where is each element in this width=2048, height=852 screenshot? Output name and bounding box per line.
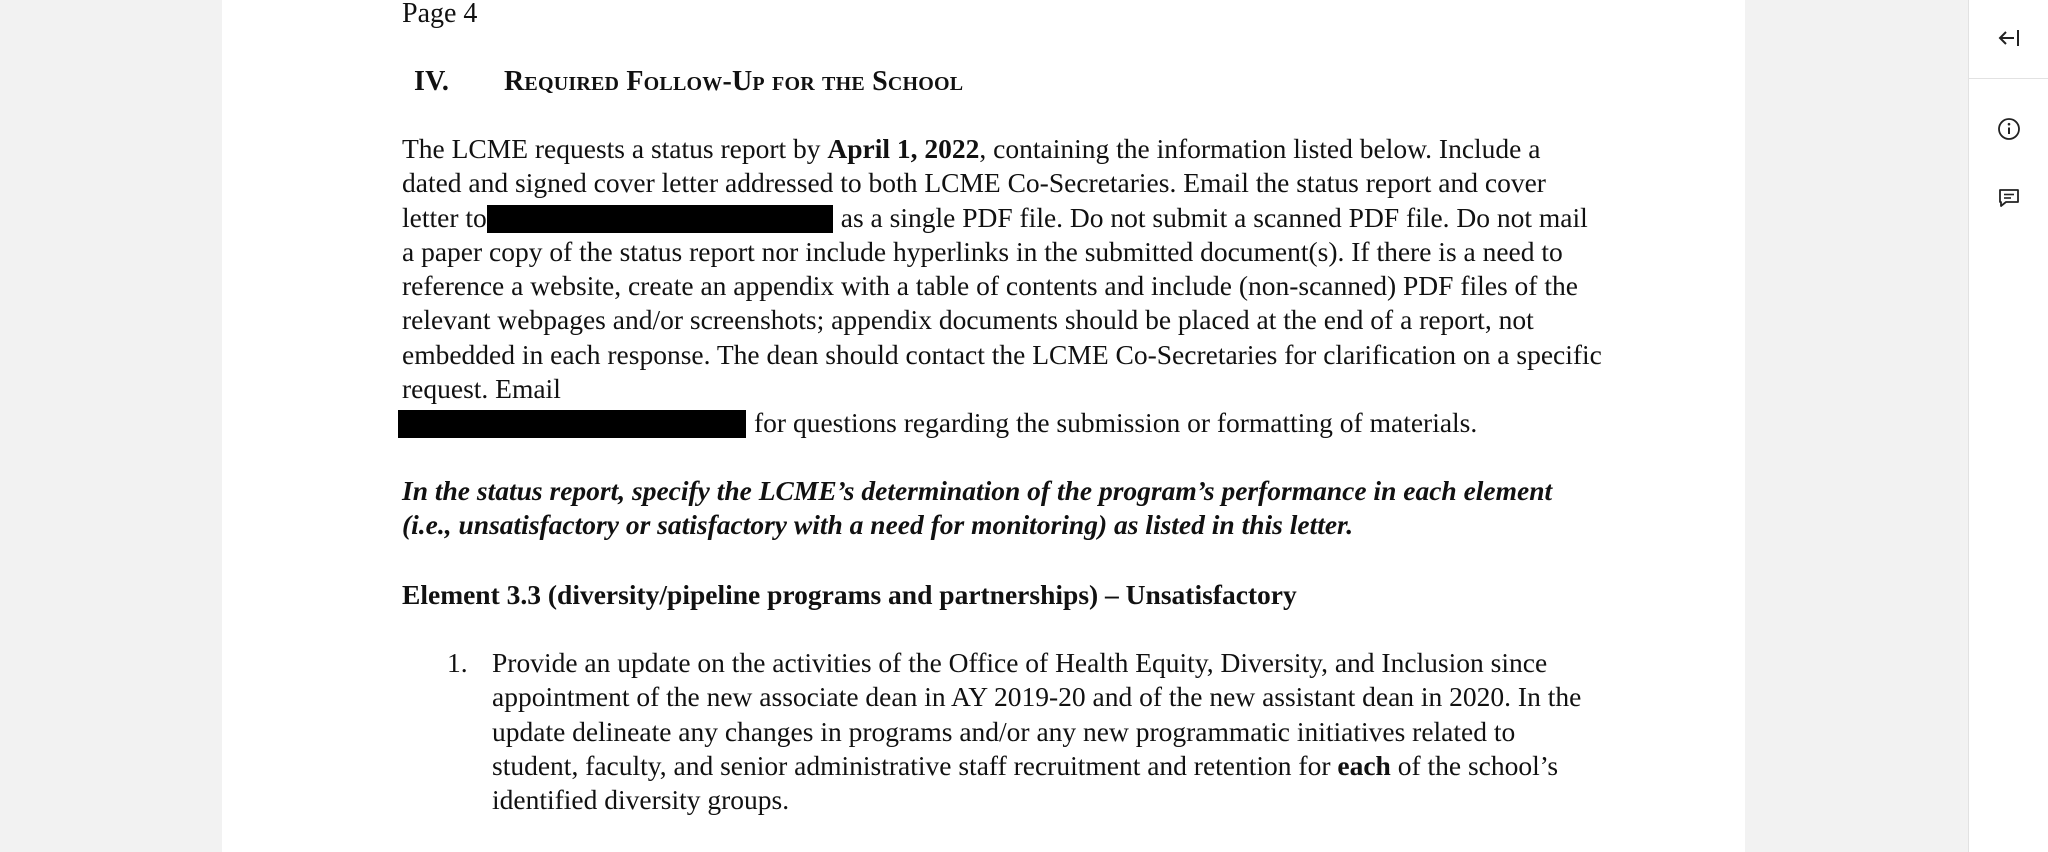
info-icon <box>1997 117 2021 141</box>
redacted-email-1 <box>487 205 833 233</box>
collapse-panel-icon <box>1996 25 2022 51</box>
section-heading <box>414 66 963 98</box>
page-number-label: Page 4 <box>402 0 478 29</box>
list-item-number: 1. <box>447 647 468 678</box>
element-heading: Element 3.3 (diversity/pipeline programs and partnerships) – Unsatisfactory <box>402 579 1297 610</box>
list-item-text <box>492 646 1602 817</box>
comments-button[interactable] <box>1969 168 2048 228</box>
instruction-paragraph: In the status report, specify the LCME’s determination of the program’s performance in each element (i.e., unsatisfactory or satisfactory with a need for monitoring) as listed in this letter. <box>402 475 1553 541</box>
list-text-part: Provide an update on the activities of the Office of Health Equity, Diversity, and Inclusion since appointment of the new associate dean in AY 2019-20 and of the new assistant dean in 2020. In the update delineate any changes in programs and/or any new programmatic initiatives related to student, faculty, and senior administrative staff recruitment and retention for <box>492 647 1582 781</box>
paragraph-text: as a single PDF file. Do not submit a scanned PDF file. Do not mail a paper copy of the status report nor include hyperlinks in the submitted document(s). If there is a need to reference a website, create an appendix with a table of contents and include (non-scanned) PDF files of the relevant webpages and/or screenshots; appendix documents should be placed at the end of a report, not embedded in each response. The dean should contact the LCME Co-Secretaries for clarification on a specific request. Email <box>402 201 1602 405</box>
document-page <box>222 0 1745 852</box>
paragraph-text: , containing the information listed below. Include a dated and signed cover letter addressed to both LCME Co-Secretaries. Email the status report and cover letter to <box>402 133 1546 233</box>
list-text-emphasis: each <box>1337 749 1391 781</box>
paragraph-text: The LCME requests a status report by <box>402 133 828 164</box>
collapse-panel-button[interactable] <box>1969 8 2048 68</box>
info-button[interactable] <box>1969 99 2048 159</box>
section-number: IV. <box>414 66 450 97</box>
side-rail <box>1968 0 2048 852</box>
section-title: Required Follow-Up for the School <box>504 66 964 97</box>
due-date: April 1, 2022 <box>827 133 980 164</box>
comment-icon <box>1997 186 2021 210</box>
redacted-email-2 <box>398 410 746 438</box>
status-report-paragraph <box>402 132 1602 441</box>
list-text-part: of the school’s identified diversity groups. <box>492 749 1559 816</box>
rail-divider <box>1969 78 2048 79</box>
paragraph-text: for questions regarding the submission or formatting of materials. <box>754 407 1478 439</box>
